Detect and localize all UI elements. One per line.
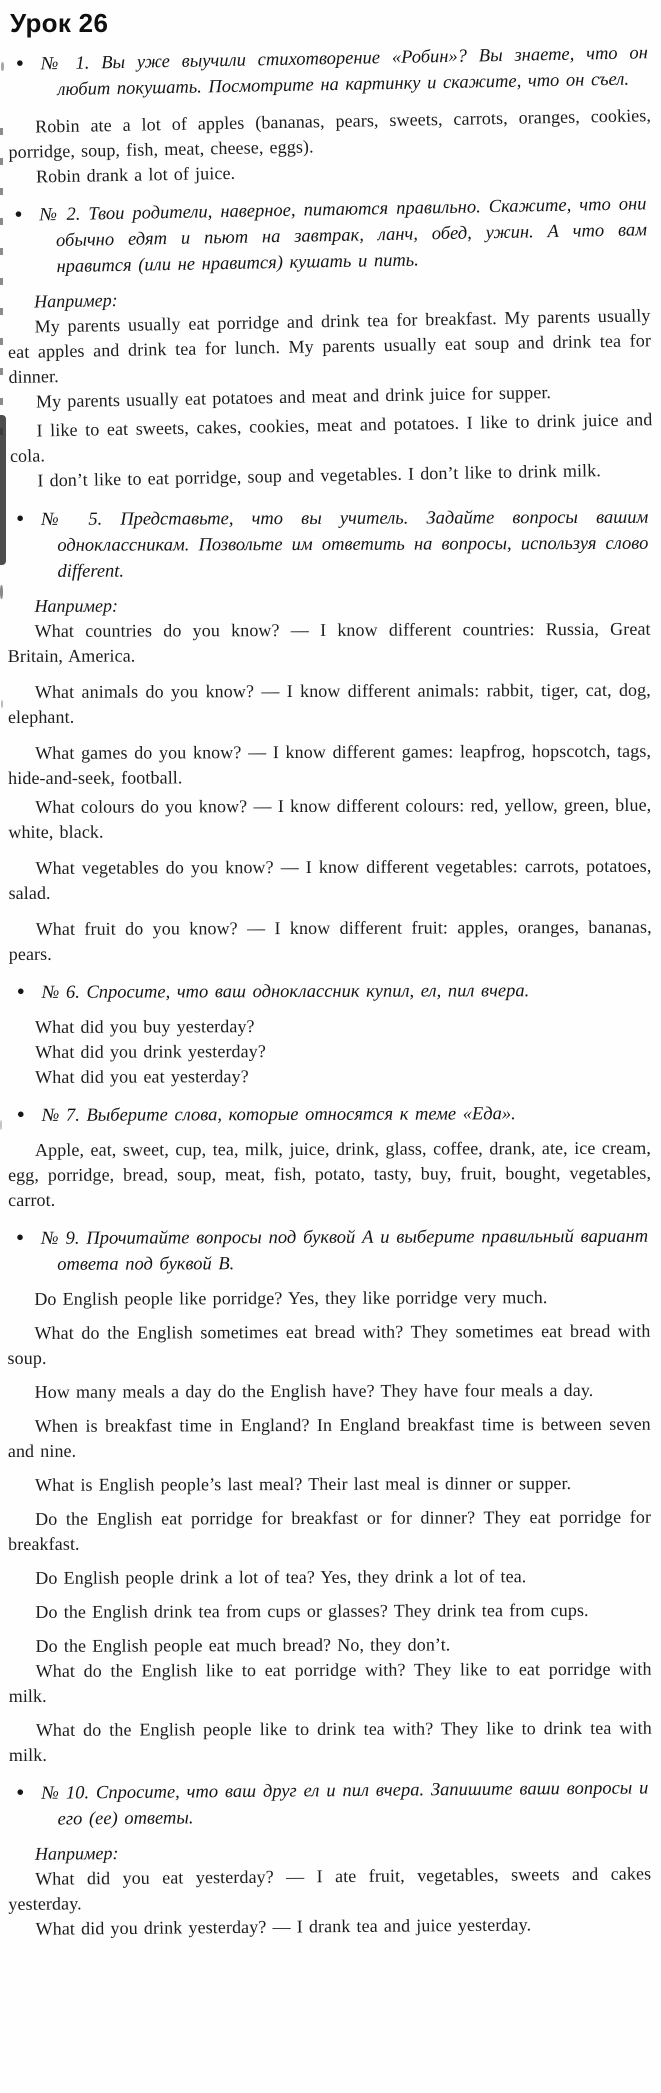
answer-paragraph: What did you drink yesterday? bbox=[35, 1041, 266, 1062]
answer-paragraph: My parents usually eat porridge and drink tea for breakfast. My parents usually eat apples and drink tea for lunch. My parents usually eat soup and drink tea for dinner. bbox=[7, 305, 652, 387]
answer-paragraph: What fruit do you know? — I know different fruit: apples, oranges, bananas, pears. bbox=[8, 916, 652, 964]
task-number: № 2. bbox=[39, 204, 81, 226]
task-text: Вы уже выучили стихотворение «Робин»? Вы знаете, что он любит покушать. Посмотрите на картинку и скажите, что он съел. bbox=[57, 43, 649, 101]
answer-paragraph: Do the English drink tea from cups or glasses? They drink tea from cups. bbox=[35, 1599, 589, 1622]
answer-paragraph: Do the English people eat much bread? No, they don’t. bbox=[35, 1634, 451, 1656]
answer-paragraph: What is English people’s last meal? Their last meal is dinner or supper. bbox=[34, 1473, 572, 1495]
task-number: № 1. bbox=[40, 53, 90, 75]
task-bullet-icon: ● bbox=[14, 205, 23, 221]
task-text: Твои родители, наверное, питаются правильно. Скажите, что они обычно едят и пьют на завтрак, ланч, обед, ужин. А что вам нравится (или не нравится) кушать и пить. bbox=[55, 194, 648, 278]
answer-paragraph: What do the English like to eat porridge with? They like to eat porridge with milk. bbox=[8, 1658, 652, 1706]
task-bullet-icon: ● bbox=[16, 509, 25, 525]
task-bullet-icon: ● bbox=[16, 1105, 25, 1121]
answer-paragraph: Robin drank a lot of juice. bbox=[35, 162, 236, 187]
task-10-block bbox=[7, 1775, 651, 1942]
task-6-instruction bbox=[41, 978, 649, 1006]
answer-paragraph: Apple, eat, sweet, cup, tea, milk, juice, drink, glass, coffee, drank, ate, ice cream, egg, porridge, bread, soup, meat, fish, potato, tasty, buy, fruit, bought, vegetables, carrot. bbox=[8, 1137, 652, 1210]
answer-paragraph: I don’t like to eat porridge, soup and vegetables. I don’t like to drink milk. bbox=[37, 460, 602, 491]
task-bullet-icon: ● bbox=[15, 54, 24, 70]
answer-paragraph: Robin ate a lot of apples (bananas, pears, sweets, carrots, oranges, cookies, porridge, soup, fish, meat, cheese, eggs). bbox=[8, 105, 652, 162]
task-1-block bbox=[7, 40, 652, 190]
task-text: Выберите слова, которые относятся к теме «Еда». bbox=[86, 1104, 516, 1126]
scan-smudge-artifact bbox=[0, 415, 6, 565]
answer-paragraph: What animals do you know? — I know different animals: rabbit, tiger, cat, dog, elephant. bbox=[7, 679, 651, 728]
task-number: № 9. bbox=[41, 1228, 80, 1249]
task-7-instruction bbox=[41, 1101, 649, 1129]
task-10-instruction bbox=[41, 1775, 649, 1832]
answer-paragraph: Do English people drink a lot of tea? Yes, they drink a lot of tea. bbox=[35, 1566, 527, 1588]
lesson-title: Урок 26 bbox=[10, 8, 109, 38]
answer-paragraph: What did you buy yesterday? bbox=[34, 1016, 255, 1037]
scan-speck bbox=[1, 700, 3, 708]
task-2-block bbox=[5, 191, 653, 494]
task-7-block bbox=[8, 1101, 651, 1213]
answer-paragraph: Do English people like porridge? Yes, they like porridge very much. bbox=[34, 1287, 548, 1309]
task-text: Прочитайте вопросы под буквой А и выберите правильный вариант ответа под буквой В. bbox=[57, 1226, 649, 1275]
task-number: № 7. bbox=[41, 1105, 80, 1126]
answer-paragraph: When is breakfast time in England? In England breakfast time is between seven and nine. bbox=[7, 1413, 651, 1462]
task-9-block bbox=[7, 1224, 652, 1768]
answer-paragraph: What did you eat yesterday? — I ate fruit, vegetables, sweets and cakes yesterday. bbox=[8, 1863, 652, 1914]
task-number: № 10. bbox=[41, 1783, 90, 1804]
answer-paragraph: What do the English sometimes eat bread with? They sometimes eat bread with soup. bbox=[7, 1320, 651, 1369]
answer-paragraph: How many meals a day do the English have? They have four meals a day. bbox=[34, 1379, 594, 1402]
task-5-block bbox=[7, 505, 652, 967]
answer-paragraph: What did you eat yesterday? bbox=[35, 1066, 249, 1087]
scan-speck bbox=[1, 62, 4, 71]
scan-speck bbox=[0, 585, 3, 599]
task-text: Спросите, что ваш друг ел и пил вчера. Запишите ваши вопросы и его (ее) ответы. bbox=[57, 1778, 649, 1830]
task-text: Представьте, что вы учитель. Задайте вопросы вашим одноклассникам. Позвольте им ответить на вопросы, используя слово different. bbox=[57, 507, 649, 582]
task-9-instruction bbox=[41, 1224, 649, 1278]
task-2-instruction bbox=[39, 191, 648, 280]
answer-paragraph: Do the English eat porridge for breakfast or for dinner? They eat porridge for breakfast. bbox=[8, 1506, 652, 1554]
task-number: № 5. bbox=[41, 509, 103, 530]
task-bullet-icon: ● bbox=[16, 982, 25, 998]
task-bullet-icon: ● bbox=[16, 1783, 25, 1799]
example-label: Например: bbox=[34, 595, 119, 616]
answer-paragraph: What do the English people like to drink tea with? They like to drink tea with milk. bbox=[8, 1717, 652, 1765]
example-label: Например: bbox=[34, 1843, 119, 1864]
scan-gutter-artifact bbox=[0, 128, 3, 458]
answer-paragraph: What vegetables do you know? — I know different vegetables: carrots, potatoes, salad. bbox=[8, 855, 652, 903]
task-text: Спросите, что ваш одноклассник купил, ел, пил вчера. bbox=[86, 981, 530, 1003]
task-number: № 6. bbox=[41, 982, 80, 1003]
answer-paragraph: What games do you know? — I know different games: leapfrog, hopscotch, tags, hide-and-seek, football. bbox=[8, 740, 652, 788]
task-bullet-icon: ● bbox=[16, 1228, 24, 1244]
answer-paragraph: What colours do you know? — I know different colours: red, yellow, green, blue, white, black. bbox=[8, 794, 652, 842]
task-6-block bbox=[8, 978, 651, 1090]
answer-paragraph: My parents usually eat potatoes and meat and drink juice for supper. bbox=[35, 382, 552, 412]
task-5-instruction bbox=[41, 505, 649, 585]
answer-paragraph: What did you drink yesterday? — I drank tea and juice yesterday. bbox=[35, 1914, 532, 1939]
answer-paragraph: I like to eat sweets, cakes, cookies, meat and potatoes. I like to drink juice and cola. bbox=[9, 409, 653, 466]
scan-speck bbox=[0, 1120, 2, 1130]
task-1-instruction bbox=[40, 40, 649, 103]
answer-paragraph: What countries do you know? — I know different countries: Russia, Great Britain, America. bbox=[7, 618, 651, 667]
example-label: Например: bbox=[33, 289, 118, 312]
